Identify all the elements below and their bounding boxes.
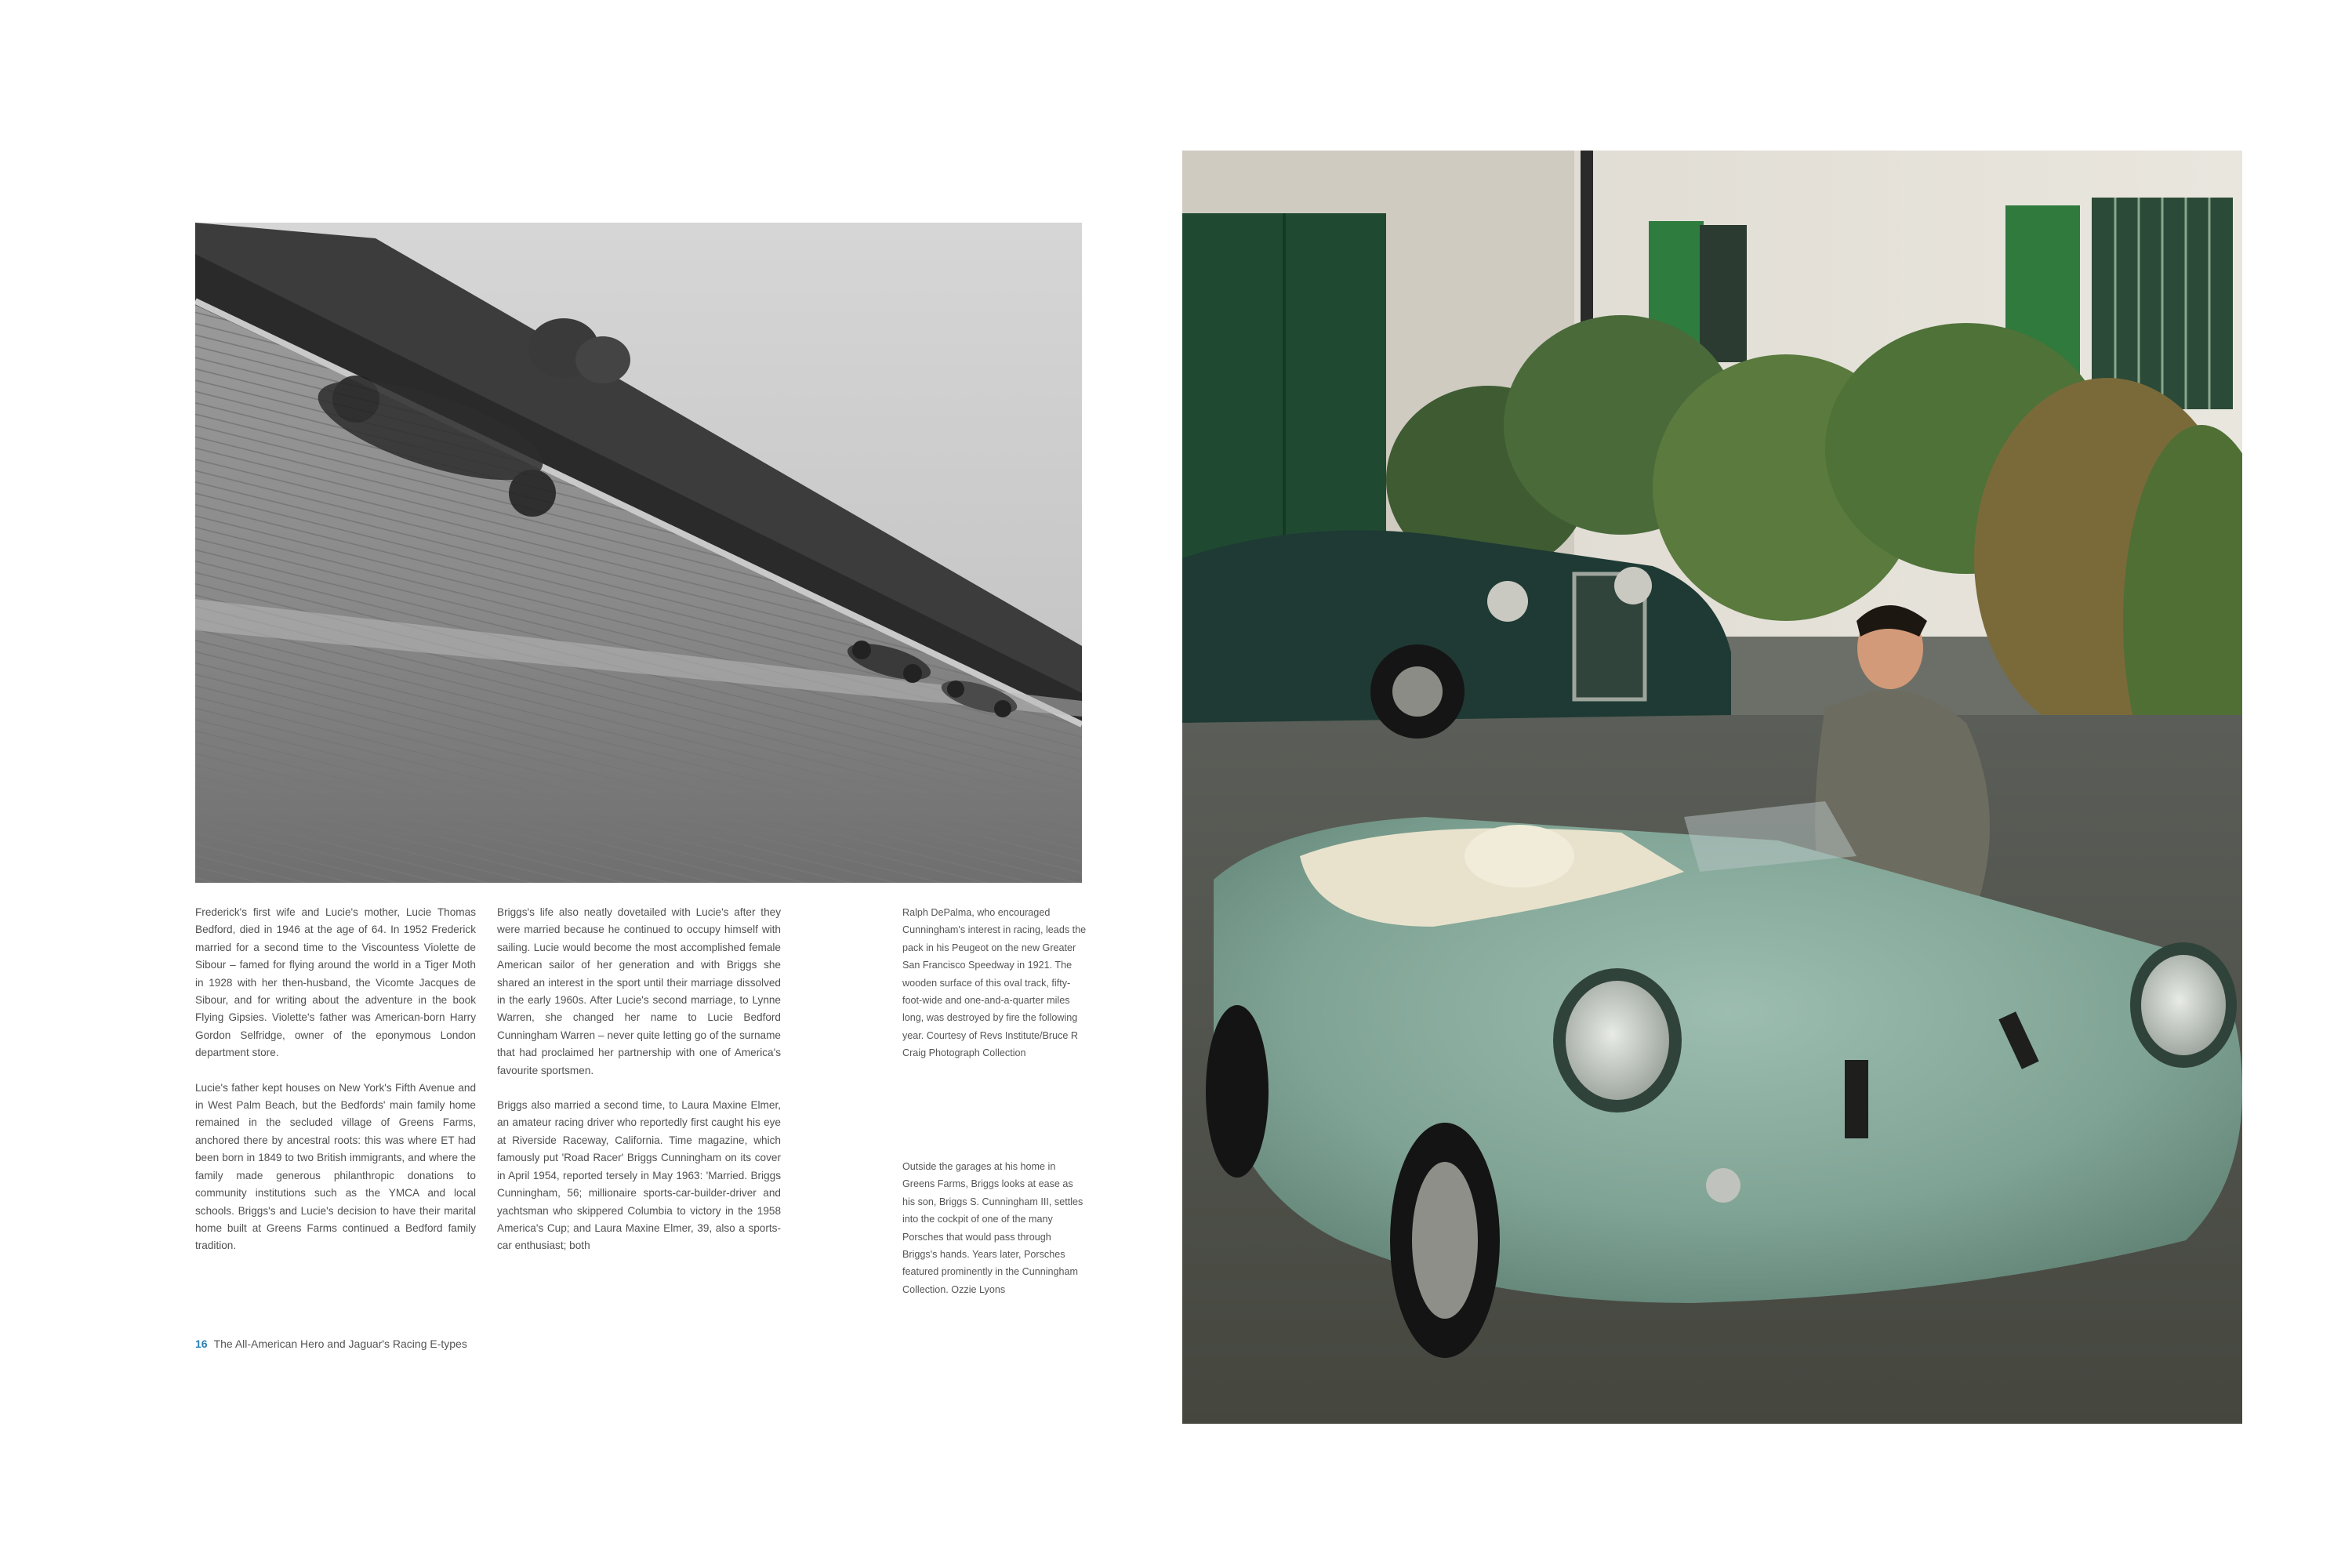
race-photo-caption: Ralph DePalma, who encouraged Cunningham's interest in racing, leads the pack in his Peugeot on the new Greater San Francisco Speedway in 1921. The wooden surface of this oval track, fifty-foot-wide and one-and-a-quarter miles long, was destroyed by fire the following year. Courtesy of Revs Institute/Bruce R Craig Photograph Collection — [902, 907, 1087, 1059]
body-paragraph: Briggs also married a second time, to Laura Maxine Elmer, an amateur racing driver who reportedly first caught his eye at Riverside Raceway, California. Time magazine, which famously put 'Road Racer' Briggs Cunningham on its cover in April 1954, reported tersely in May 1963: 'Married. Briggs Cunningham, 56; millionaire sports-car-builder-driver and yachtsman who skippered Columbia to victory in the 1958 America's Cup; and Laura Maxine Elmer, 39, also a sports-car enthusiast; both — [497, 1099, 781, 1252]
body-text-column-2 — [497, 904, 781, 1272]
garage-photo-caption: Outside the garages at his home in Greens Farms, Briggs looks at ease as his son, Briggs S. Cunningham III, settles into the cockpit of one of the many Porsches that would pass through Briggs's hands. Years later, Porsches featured prominently in the Cunningham Collection. Ozzie Lyons — [902, 1161, 1083, 1295]
porsche-garage-photo — [1182, 151, 2242, 1424]
body-text-column-1 — [195, 904, 476, 1272]
body-paragraph: Briggs's life also neatly dovetailed with Lucie's after they were married because he continued to occupy himself with sailing. Lucie would become the most accomplished female American sailor of her generation and with Briggs she shared an interest in the sport until their marriage dissolved in the early 1960s. After Lucie's second marriage, to Lynne Warren, she changed her name to Lucie Bedford Cunningham Warren – never quite letting go of the surname that had proclaimed her partnership with one of America's favourite sportsmen. — [497, 906, 781, 1076]
board-track-race-photo — [195, 223, 1082, 883]
body-paragraph: Lucie's father kept houses on New York's Fifth Avenue and in West Palm Beach, but the Bedfords' main family home remained in the secluded village of Greens Farms, anchored there by ancestral roots: this was where ET had been born in 1849 to two British immigrants, and where the family made generous philanthropic donations to community institutions such as the YMCA and local schools. Briggs's and Lucie's decision to have their marital home built at Greens Farms continued a Bedford family tradition. — [195, 1081, 476, 1252]
page-footer — [195, 1338, 467, 1350]
page-number: 16 — [195, 1338, 208, 1350]
running-title: The All-American Hero and Jaguar's Racing E-types — [213, 1338, 467, 1350]
body-paragraph: Frederick's first wife and Lucie's mother, Lucie Thomas Bedford, died in 1946 at the age of 64. In 1952 Frederick married for a second time to the Viscountess Violette de Sibour – famed for flying around the world in a Tiger Moth in 1928 with her then-husband, the Vicomte Jacques de Sibour, and for writing about the adventure in the book Flying Gipsies. Violette's father was American-born Harry Gordon Selfridge, owner of the eponymous London department store. — [195, 906, 476, 1059]
